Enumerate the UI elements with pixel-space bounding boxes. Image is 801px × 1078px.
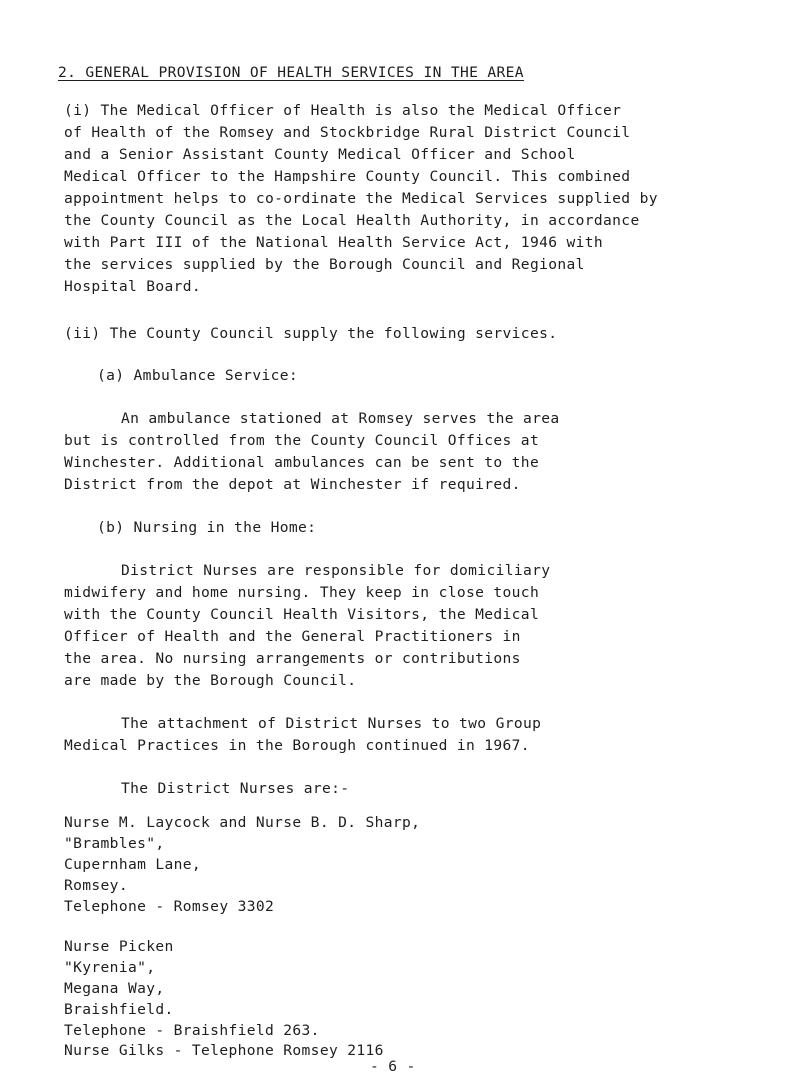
nurse-2-line: "Kyrenia",: [64, 959, 156, 976]
para-i-line: and a Senior Assistant County Medical Officer and School: [64, 146, 576, 163]
section-a-line: District from the depot at Winchester if required.: [64, 476, 521, 493]
section-b-line: with the County Council Health Visitors, the Medical: [64, 606, 540, 623]
nurse-2-line: Telephone - Braishfield 263.: [64, 1022, 320, 1039]
para-i-line: with Part III of the National Health Service Act, 1946 with: [64, 234, 604, 251]
para-i-line: of Health of the Romsey and Stockbridge Rural District Council: [64, 124, 631, 141]
section-a-line: Winchester. Additional ambulances can be sent to the: [64, 454, 540, 471]
page-number: - 6 -: [370, 1058, 416, 1075]
section-heading: 2. GENERAL PROVISION OF HEALTH SERVICES IN THE AREA: [58, 64, 524, 81]
section-b-title: (b) Nursing in the Home:: [97, 519, 317, 536]
section-b-line: District Nurses are responsible for domiciliary: [121, 562, 551, 579]
attachment-line: Medical Practices in the Borough continued in 1967.: [64, 737, 530, 754]
para-i-line: the services supplied by the Borough Council and Regional: [64, 256, 585, 273]
section-a-title: (a) Ambulance Service:: [97, 367, 298, 384]
section-a-line: An ambulance stationed at Romsey serves the area: [121, 410, 560, 427]
para-i-line: the County Council as the Local Health Authority, in accordance: [64, 212, 640, 229]
para-i-line: (i) The Medical Officer of Health is also the Medical Officer: [64, 102, 622, 119]
nurse-2-line: Megana Way,: [64, 980, 165, 997]
para-i-line: Hospital Board.: [64, 278, 202, 295]
nurse-1-line: Romsey.: [64, 877, 128, 894]
section-a-line: but is controlled from the County Council Offices at: [64, 432, 540, 449]
attachment-line: The attachment of District Nurses to two Group: [121, 715, 542, 732]
nurse-1-line: Nurse M. Laycock and Nurse B. D. Sharp,: [64, 814, 421, 831]
para-i-line: appointment helps to co-ordinate the Medical Services supplied by: [64, 190, 658, 207]
nurse-2-line: Braishfield.: [64, 1001, 174, 1018]
nurse-3-line: Nurse Gilks - Telephone Romsey 2116: [64, 1042, 384, 1059]
nurse-1-line: Cupernham Lane,: [64, 856, 202, 873]
section-b-line: Officer of Health and the General Practitioners in: [64, 628, 521, 645]
para-ii: (ii) The County Council supply the following services.: [64, 325, 558, 342]
para-i-line: Medical Officer to the Hampshire County Council. This combined: [64, 168, 631, 185]
nurse-1-line: "Brambles",: [64, 835, 165, 852]
section-b-line: are made by the Borough Council.: [64, 672, 357, 689]
nurses-intro: The District Nurses are:-: [121, 780, 350, 797]
nurse-2-line: Nurse Picken: [64, 938, 174, 955]
nurse-1-line: Telephone - Romsey 3302: [64, 898, 275, 915]
section-b-line: the area. No nursing arrangements or contributions: [64, 650, 521, 667]
section-b-line: midwifery and home nursing. They keep in close touch: [64, 584, 540, 601]
